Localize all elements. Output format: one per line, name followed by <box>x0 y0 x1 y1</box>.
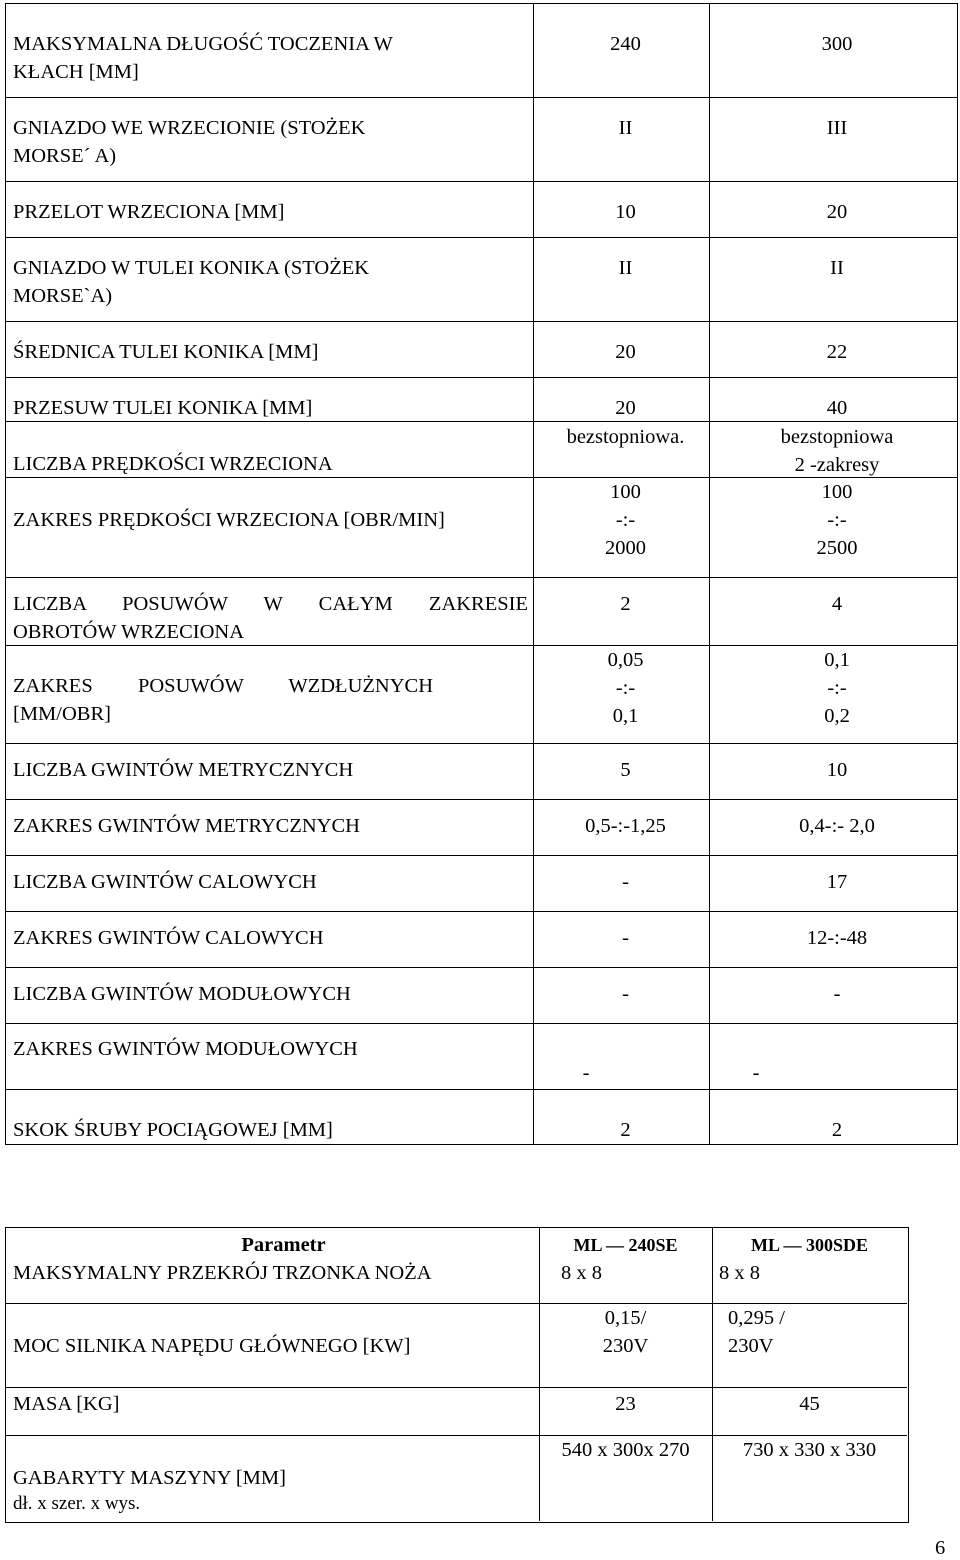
row-label: KŁACH [MM] <box>13 61 139 83</box>
value-240: 2 <box>620 1119 631 1141</box>
table-row <box>6 1024 957 1090</box>
value-300: 0,4-:- 2,0 <box>799 815 875 837</box>
value-300: 2 -zakresy <box>794 454 880 476</box>
value-300: 12-:-48 <box>806 927 868 949</box>
value-240: - <box>622 927 629 949</box>
row-label: LICZBA GWINTÓW METRYCZNYCH <box>13 759 354 781</box>
value-240: II <box>618 117 633 139</box>
value-300: 300 <box>821 33 853 55</box>
value-300: 22 <box>826 341 848 363</box>
table-row <box>6 968 957 1024</box>
row-label: LICZBA PRĘDKOŚCI WRZECIONA <box>13 453 333 475</box>
value-240: 0,05 <box>607 649 644 671</box>
value-300: -:- <box>827 677 847 699</box>
value-300: -:- <box>827 509 847 531</box>
row-label: MORSE´ A) <box>13 145 117 167</box>
column-header-ml300sde: ML — 300SDE <box>750 1235 869 1255</box>
table-row <box>6 378 957 422</box>
value-240: 0,15/ <box>604 1307 647 1329</box>
row-sublabel: dł. x szer. x wys. <box>13 1493 141 1514</box>
row-label: MORSE`A) <box>13 285 113 307</box>
row-label: MASA [KG] <box>13 1393 120 1415</box>
value-240: II <box>618 257 633 279</box>
column-header-parametr: Parametr <box>241 1234 326 1256</box>
value-300: 20 <box>826 201 848 223</box>
value-240: - <box>622 983 629 1005</box>
machine-params-table <box>5 1227 909 1523</box>
value-240: 20 <box>615 397 636 419</box>
value-240: 23 <box>615 1393 636 1415</box>
value-240: 540 x 300x 270 <box>561 1439 690 1461</box>
value-300: - <box>752 1062 760 1084</box>
table-row <box>6 98 957 182</box>
table-row <box>6 422 957 478</box>
row-label: ZAKRES GWINTÓW METRYCZNYCH <box>13 815 360 837</box>
row-label: GNIAZDO W TULEI KONIKA (STOŻEK <box>13 257 370 279</box>
table-row <box>6 238 957 322</box>
value-300: 0,1 <box>824 649 850 671</box>
row-label: LICZBA GWINTÓW MODUŁOWYCH <box>13 983 351 1005</box>
row-label: ZAKRES PRĘDKOŚCI WRZECIONA [OBR/MIN] <box>13 509 445 531</box>
value-300: 4 <box>831 593 843 615</box>
table-row <box>6 1388 907 1436</box>
row-label: ZAKRES GWINTÓW MODUŁOWYCH <box>13 1038 358 1060</box>
value-300: 2 <box>831 1119 843 1141</box>
row-label: ZAKRES POSUWÓW WZDŁUŻNYCH <box>13 675 433 697</box>
value-300: 230V <box>728 1335 774 1357</box>
row-label: PRZESUW TULEI KONIKA [MM] <box>13 397 313 419</box>
value-300: 100 <box>821 481 853 503</box>
value-300: 45 <box>799 1393 820 1415</box>
value-240: 10 <box>615 201 636 223</box>
column-header-ml240se: ML — 240SE <box>573 1235 678 1255</box>
value-240: 5 <box>620 759 631 781</box>
table-row <box>6 1436 907 1521</box>
value-300: 8 x 8 <box>719 1262 760 1284</box>
row-label: PRZELOT WRZECIONA [MM] <box>13 201 285 223</box>
table-row <box>6 912 957 968</box>
value-240: 100 <box>610 481 641 503</box>
value-300: 0,2 <box>824 705 850 727</box>
row-label: LICZBA POSUWÓW W CAŁYM ZAKRESIE <box>13 593 528 615</box>
value-300: bezstopniowa <box>780 426 894 448</box>
value-240: -:- <box>615 677 636 699</box>
row-label: MOC SILNIKA NAPĘDU GŁÓWNEGO [KW] <box>13 1335 411 1357</box>
table-row <box>6 1304 907 1388</box>
value-300: - <box>833 983 841 1005</box>
value-240: 20 <box>615 341 636 363</box>
value-240: 2000 <box>605 537 646 559</box>
value-240: 2 <box>620 593 631 615</box>
row-label: GABARYTY MASZYNY [MM] <box>13 1467 286 1489</box>
table-row <box>6 478 957 578</box>
row-label: [MM/OBR] <box>13 703 111 725</box>
row-label: SKOK ŚRUBY POCIĄGOWEJ [MM] <box>13 1119 333 1141</box>
table-row <box>6 856 957 912</box>
table-row <box>6 1228 907 1304</box>
table-row <box>6 646 957 744</box>
value-300: 2500 <box>816 537 858 559</box>
value-240: 230V <box>602 1335 649 1357</box>
row-label: LICZBA GWINTÓW CALOWYCH <box>13 871 317 893</box>
value-240: - <box>622 871 629 893</box>
value-300: 730 x 330 x 330 <box>742 1439 877 1461</box>
value-300: 17 <box>826 871 848 893</box>
table-row <box>6 322 957 378</box>
row-label: MAKSYMALNA DŁUGOŚĆ TOCZENIA W <box>13 33 393 55</box>
value-300: 0,295 / <box>728 1307 785 1329</box>
value-240: 0,5-:-1,25 <box>585 815 666 837</box>
value-300: II <box>830 257 844 279</box>
row-label: MAKSYMALNY PRZEKRÓJ TRZONKA NOŻA <box>13 1262 432 1284</box>
row-label: GNIAZDO WE WRZECIONIE (STOŻEK <box>13 117 366 139</box>
row-label: ZAKRES GWINTÓW CALOWYCH <box>13 927 324 949</box>
page-number: 6 <box>935 1537 946 1559</box>
value-300: 40 <box>826 397 848 419</box>
table-row <box>6 744 957 800</box>
spec-table <box>5 3 958 1145</box>
table-row <box>6 800 957 856</box>
value-240: bezstopniowa. <box>566 426 685 448</box>
value-240: -:- <box>615 509 636 531</box>
table-row <box>6 578 957 646</box>
value-240: - <box>582 1062 590 1084</box>
value-300: 10 <box>826 759 848 781</box>
row-label: ŚREDNICA TULEI KONIKA [MM] <box>13 341 319 363</box>
value-240: 8 x 8 <box>561 1262 602 1284</box>
table-row <box>6 4 957 98</box>
row-label: OBROTÓW WRZECIONA <box>13 621 244 643</box>
value-240: 240 <box>610 33 641 55</box>
value-300: III <box>826 117 848 139</box>
table-row <box>6 1090 957 1145</box>
value-240: 0,1 <box>612 705 639 727</box>
table-row <box>6 182 957 238</box>
